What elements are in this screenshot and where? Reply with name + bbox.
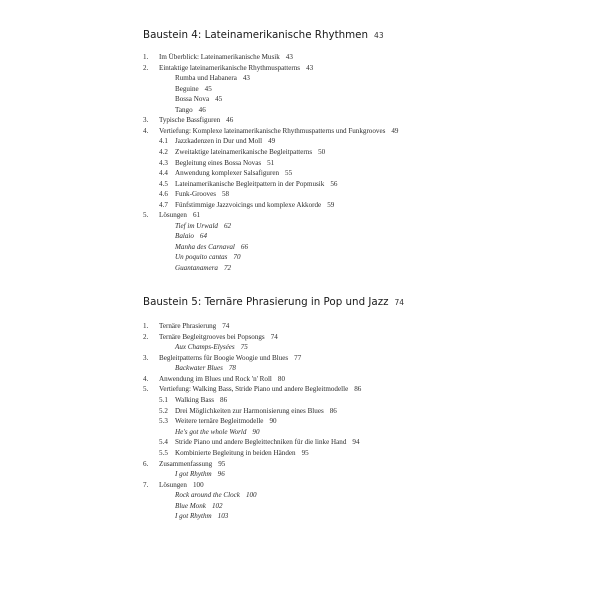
toc-entry-title: Bossa Nova xyxy=(175,95,210,104)
toc-entry-page-number: 49 xyxy=(391,126,399,135)
toc-entry-number: 6. xyxy=(143,459,149,468)
toc-entry-page-number: 74 xyxy=(222,322,230,330)
toc-entry-page-number: 77 xyxy=(294,353,302,362)
toc-entry-title: Manha des Carnaval xyxy=(175,242,235,251)
toc-entry-row xyxy=(159,353,301,363)
toc-entry-page-number: 64 xyxy=(199,232,208,241)
toc-entry-row xyxy=(175,490,257,500)
toc-entry-row xyxy=(175,242,248,252)
toc-entry-title: Drei Möglichkeiten zur Harmonisierung eines Blues xyxy=(175,406,324,415)
toc-entry-page-number: 45 xyxy=(204,84,212,93)
toc-entry-title: Backwater Blues xyxy=(175,364,223,373)
toc-entry-row xyxy=(175,263,231,273)
toc-entry-title: Aux Champs-Elysées xyxy=(175,343,235,352)
toc-entry-title: I got Rhythm xyxy=(175,470,212,479)
toc-entry-page-number: 58 xyxy=(221,190,230,199)
toc-entry-row xyxy=(175,416,277,426)
toc-entry-title: I got Rhythm xyxy=(175,512,212,521)
toc-entry-title: Lateinamerikanische Begleitpattern in der Popmusik xyxy=(175,179,325,188)
toc-entry-title: Zweitaktige lateinamerikanische Begleitpatterns xyxy=(175,147,313,156)
toc-entry-row xyxy=(159,480,204,490)
toc-entry-row xyxy=(175,363,236,373)
toc-entry-title: Weitere ternäre Begleitmodelle xyxy=(175,417,264,426)
toc-entry-row xyxy=(175,511,228,521)
toc-entry-page-number: 95 xyxy=(218,459,226,468)
toc-entry-row xyxy=(175,179,337,189)
toc-entry-page-number: 86 xyxy=(354,385,362,394)
toc-entry-page-number: 43 xyxy=(242,74,250,83)
toc-entry-row xyxy=(175,158,274,168)
toc-entry-page-number: 100 xyxy=(245,491,257,500)
toc-entry-title: Tango xyxy=(175,105,193,114)
toc-entry-page-number: 100 xyxy=(192,480,204,489)
toc-entry-row xyxy=(159,126,398,136)
toc-entry-title: Rumba und Habanera xyxy=(175,74,237,83)
toc-entry-page-number: 46 xyxy=(226,116,234,125)
section-title: Baustein 5: Ternäre Phrasierung in Pop und Jazz xyxy=(143,296,389,308)
section-title: Baustein 4: Lateinamerikanische Rhythmen xyxy=(143,29,369,41)
toc-entry-number: 4.7 xyxy=(159,200,168,209)
toc-entry-row xyxy=(159,115,233,125)
toc-entry-title: Stride Piano und andere Begleittechniken für die linke Hand xyxy=(175,438,347,447)
toc-entry-row xyxy=(159,210,200,220)
toc-entry-row xyxy=(175,406,337,416)
toc-entry-row xyxy=(175,437,359,447)
toc-entry-title: Funk-Grooves xyxy=(175,190,216,199)
toc-entry-page-number: 56 xyxy=(330,179,338,188)
toc-entry-title: Beguine xyxy=(175,84,199,93)
toc-entry-row xyxy=(175,469,225,479)
toc-entry-row xyxy=(175,342,248,352)
toc-entry-title: Lösungen xyxy=(159,480,187,489)
toc-entry-page-number: 86 xyxy=(329,406,337,415)
toc-entry-row xyxy=(159,374,285,384)
toc-entry-number: 7. xyxy=(143,480,149,489)
toc-entry-title: Vertiefung: Walking Bass, Stride Piano und andere Begleitmodelle xyxy=(159,385,349,394)
toc-entry-page-number: 59 xyxy=(327,200,335,209)
toc-entry-page-number: 74 xyxy=(270,332,278,341)
toc-entry-number: 2. xyxy=(143,332,149,341)
toc-entry-page-number: 94 xyxy=(352,438,360,447)
toc-entry-title: Im Überblick: Lateinamerikanische Musik xyxy=(159,53,280,61)
toc-entry-page-number: 90 xyxy=(252,427,260,436)
section-page-number: 74 xyxy=(394,298,405,307)
toc-entry-number: 4. xyxy=(143,374,149,383)
toc-entry-page-number: 102 xyxy=(211,501,223,510)
toc-entry-title: He's got the whole World xyxy=(175,427,247,436)
toc-entry-number: 4.5 xyxy=(159,179,168,188)
toc-entry-row xyxy=(159,384,361,394)
toc-entry-page-number: 80 xyxy=(277,374,285,383)
toc-entry-row xyxy=(159,459,225,469)
toc-entry-row xyxy=(175,252,241,262)
toc-entry-page-number: 86 xyxy=(220,396,228,405)
toc-entry-row xyxy=(175,221,231,231)
toc-entry-title: Tief im Urwald xyxy=(175,221,218,230)
toc-entry-title: Kombinierte Begleitung in beiden Händen xyxy=(175,448,296,457)
toc-entry-page-number: 43 xyxy=(285,53,293,61)
toc-entry-number: 4.1 xyxy=(159,137,168,146)
toc-entry-title: Ternäre Begleitgrooves bei Popsongs xyxy=(159,332,265,341)
toc-entry-title: Fünfstimmige Jazzvoicings und komplexe Akkorde xyxy=(175,200,322,209)
toc-entry-row xyxy=(159,63,313,73)
toc-entry-title: Vertiefung: Komplexe lateinamerikanische Rhythmuspatterns und Funkgrooves xyxy=(159,126,386,135)
toc-entry-page-number: 66 xyxy=(240,242,248,251)
toc-entry-title: Un poquito cantas xyxy=(175,253,228,262)
toc-entry-title: Zusammenfassung xyxy=(159,459,213,468)
toc-entry-row xyxy=(159,52,293,62)
toc-entry-number: 4.4 xyxy=(159,169,168,178)
toc-entry-page-number: 62 xyxy=(223,221,232,230)
toc-entry-number: 4.6 xyxy=(159,190,168,199)
toc-entry-number: 1. xyxy=(143,322,149,330)
toc-entry-page-number: 49 xyxy=(268,137,276,146)
toc-entry-number: 5.1 xyxy=(159,396,168,405)
toc-entry-number: 4. xyxy=(143,126,149,135)
toc-entry-title: Blue Monk xyxy=(175,501,206,510)
toc-entry-title: Walking Bass xyxy=(175,396,215,405)
toc-entry-page-number: 50 xyxy=(318,147,326,156)
toc-entry-title: Begleitpatterns für Boogie Woogie und Blues xyxy=(159,353,289,362)
toc-entry-row xyxy=(175,73,250,83)
toc-entry-number: 3. xyxy=(143,116,149,125)
toc-entry-row xyxy=(175,501,223,511)
toc-entry-number: 5.5 xyxy=(159,448,168,457)
toc-entry-page-number: 95 xyxy=(301,448,309,457)
toc-entry-row xyxy=(159,332,278,342)
toc-entry-number: 5. xyxy=(143,211,149,220)
toc-entry-number: 5. xyxy=(143,385,149,394)
toc-entry-number: 4.2 xyxy=(159,147,168,156)
toc-entry-number: 5.3 xyxy=(159,417,168,426)
toc-entry-row xyxy=(175,231,207,241)
toc-entry-page-number: 61 xyxy=(192,211,201,220)
toc-entry-row xyxy=(175,147,325,157)
toc-entry-number: 5.2 xyxy=(159,406,168,415)
toc-entry-number: 1. xyxy=(143,53,149,61)
toc-entry-title: Jazzkadenzen in Dur und Moll xyxy=(175,137,263,146)
toc-entry-title: Ternäre Phrasierung xyxy=(159,322,217,330)
toc-entry-title: Eintaktige lateinamerikanische Rhythmuspatterns xyxy=(159,63,301,72)
toc-entry-row xyxy=(175,200,334,210)
toc-entry-row xyxy=(175,395,227,405)
toc-entry-number: 4.3 xyxy=(159,158,168,167)
toc-entry-row xyxy=(175,189,229,199)
toc-entry-page-number: 45 xyxy=(215,95,223,104)
toc-entry-title: Balaio xyxy=(175,232,194,241)
toc-entry-page-number: 43 xyxy=(306,63,314,72)
toc-entry-number: 3. xyxy=(143,353,149,362)
toc-entry-row xyxy=(175,105,206,115)
toc-entry-row xyxy=(175,448,309,458)
toc-entry-row xyxy=(175,136,275,146)
toc-entry-title: Anwendung komplexer Salsafiguren xyxy=(175,169,280,178)
toc-entry-page-number: 103 xyxy=(217,512,229,521)
toc-entry-title: Rock around the Clock xyxy=(175,491,240,500)
section-heading xyxy=(143,29,384,41)
toc-entry-number: 2. xyxy=(143,63,149,72)
toc-entry-row xyxy=(175,84,212,94)
toc-entry-title: Typische Bassfiguren xyxy=(159,116,221,125)
toc-entry-page-number: 55 xyxy=(285,169,293,178)
toc-entry-page-number: 90 xyxy=(269,417,277,426)
section-page-number: 43 xyxy=(374,31,384,40)
toc-entry-title: Anwendung im Blues und Rock 'n' Roll xyxy=(159,374,272,383)
toc-entry-row xyxy=(175,427,260,437)
section-heading xyxy=(143,296,404,308)
toc-entry-row xyxy=(175,94,222,104)
toc-entry-row xyxy=(175,168,292,178)
toc-entry-number: 5.4 xyxy=(159,438,168,447)
toc-entry-title: Guantanamera xyxy=(175,264,218,272)
toc-entry-page-number: 75 xyxy=(240,343,248,352)
toc-entry-title: Lösungen xyxy=(159,211,187,220)
toc-entry-page-number: 72 xyxy=(223,264,232,272)
toc-entry-page-number: 96 xyxy=(217,470,225,479)
toc-entry-page-number: 70 xyxy=(233,253,241,262)
toc-entry-page-number: 51 xyxy=(267,158,275,167)
toc-entry-page-number: 78 xyxy=(228,364,236,373)
toc-entry-row xyxy=(159,321,229,331)
toc-entry-title: Begleitung eines Bossa Novas xyxy=(175,158,262,167)
toc-entry-page-number: 46 xyxy=(198,105,206,114)
